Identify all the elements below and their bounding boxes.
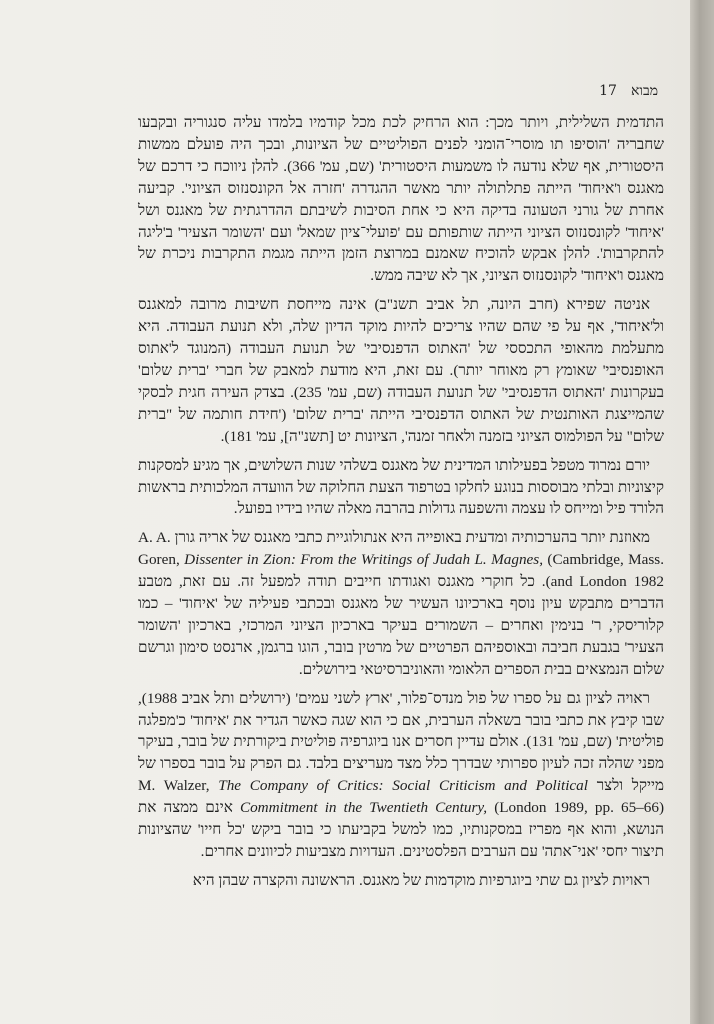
walzer-commentary: אינם ממצה את הנושא, והוא אף מפריז במסקנותיו, כמו למשל בקביעתו כי בובר ביקש 'כל חייו' שהציונות תיצור יחסי 'אני־אתה' עם הערבים הפלסטינים. העדויות מצביעות לכיוונים אחרים. [138,799,664,860]
running-header [138,83,658,100]
anthology-author: A. A. Goren, [138,529,180,569]
paragraph-3: יורם נמרוד מטפל בפעילותו המדינית של מאגנס בשלהי שנות השלושים, אך מגיע למסקנות קיצוניות ובלתי מבוססות בנוגע לחלקו בטרפוד הצעת החלוקה של הוועדה המלכותית בראשות הלורד פיל ומייחס לו עצמה והשפעה גדולות בהרבה מאלה שהיו בידיו בפועל. [138,456,664,518]
anthology-lead: מאוזנת יותר בהערכותיה ומדעית באופייה היא אנתולוגיית כתבי מאגנס של אריה גורן [174,529,650,547]
walzer-publication: (London 1989, pp. 65–66) [494,799,665,817]
paragraph-1: התדמית השלילית, ויותר מכך: הוא הרחיק לכת מכל קודמיו בלמדו עליה סנגוריה ובקבעו שחבריה 'הוסיפו תו מוסרי־הומני לפנים הפוליטיים של הציונות, ובכך היה פועלם ממשות היסטורית, אף שלא נודעה לו משמעות היסטורית' (שם, עמ' 366). להלן ניווכח כי דרכם של מאגנס ו'איחוד' הייתה פתלתולה יותר מאשר ההגדרה 'חזרה אל הקונסנזוס הציוני'. קביעה אחרת של גורני הטעונה בדיקה היא כי אחת הסיבות לשיבתם ההדרגתית של מאגנס ושל 'איחוד' לקונסנזוס הציוני הייתה שותפותם עם 'פועלי־ציון שמאל' ועם 'השומר הצעיר' ב'ליגה להתקרבות'. להלן אבקש להוכיח שאמנם במרוצת הזמן הייתה מגמת התקרבות ניכרת של מאגנס ו'איחוד' לקונסנזוס הציוני, אך לא שיבה ממש. [138,114,664,285]
walzer-author: M. Walzer, [138,777,210,795]
paragraph-5 [138,688,664,863]
paragraph-2: אניטה שפירא (חרב היונה, תל אביב תשנ"ב) אינה מייחסת חשיבות מרובה למאגנס ול'איחוד', אף על פי שהם שהיו צריכים להיות מוקד הדיון שלה, ולא תנועת העבודה. היא מתעלמת מהאופי התכססי של 'האתוס הדפנסיבי' של תנועת העבודה (המנוגד ל'אתוס האופנסיבי' שאומץ רק מאוחר יותר). עם זאת, היא מודעת למאבק של חברי 'ברית שלום' בעקרונות 'האתוס הדפנסיבי' של תנועת העבודה (שם, עמ' 235). בצדק העירה חגית לבסקי שהמייצגת האותנטית של האתוס הדפנסיבי הייתה 'ברית שלום' ('חידת חותמה של "ברית שלום" על הפולמוס הציוני בזמנה ולאחר זמנה', הציונות יט [תשנ"ה], עמ' 181). [138,296,664,445]
page-number: 17 [599,83,617,99]
paragraph-6: ראויות לציון גם שתי ביוגרפיות מוקדמות של מאגנס. הראשונה והקצרה שבהן היא [192,871,650,889]
section-title: מבוא [630,83,658,99]
paragraph-4 [138,527,664,680]
anthology-body: ). כל חוקרי מאגנס ואגודתו חייבים תודה למפעל זה. עם זאת, מטבע הדברים מתבקש עיון נוסף בארכיונו העשיר של מאגנס ובכתבי פעיליה של 'איחוד' – כמו קלוריסקי, ר' בנימין ואחרים – השמורים בעיקר בארכיון הציוני המרכזי, בארכיון 'השומר הצעיר' בגבעת חביבה ובאוספיהם הפרטיים של מרטין בובר, הוגו ברגמן, ארנסט סימון וגרשם שלום הנמצאים בבית הספרים הלאומי והאוניברסיטאי בירושלים. [138,573,664,678]
body-text [138,112,664,899]
walzer-title: The Company of Critics: Social Criticism and Political Commitment in the Twentieth Century, [218,777,588,817]
anthology-publication: (Cambridge, Mass. and London 1982 [547,551,665,591]
mendes-flohr-text: ראויה לציון גם על ספרו של פול מנדס־פלור, 'ארץ לשני עמים' (ירושלים ותל אביב 1988), שבו קיבץ את כתבי בובר בשאלה הערבית, אם כי הוא שגה כאשר הגדיר את 'איחוד' כ'מפלגה פוליטית' (שם, עמ' 131). אולם עדיין חסרים אנו ביוגרפיה פוליטית ביקורתית של בובר, בעיקר מפני שהלה זכה לעיון ספרותי שבדרך כלל מצד מעריצים בלבד. גם הפרק על בובר בספרו של מייקל ולצר [138,689,664,795]
page-edge [690,0,714,1024]
anthology-title: Dissenter in Zion: From the Writings of Judah L. Magnes, [184,551,543,569]
